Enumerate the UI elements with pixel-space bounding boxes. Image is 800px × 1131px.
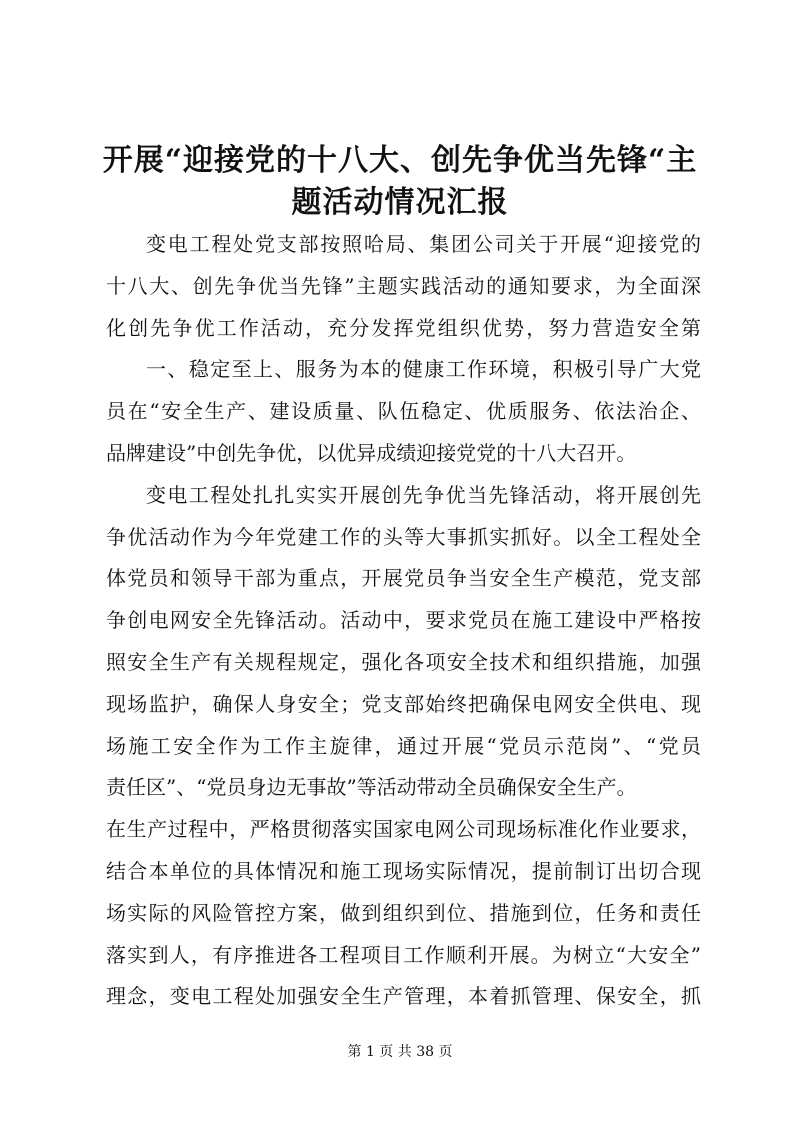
body-line: 一、稳定至上、服务为本的健康工作环境，积极引导广大党 (146, 357, 701, 382)
body-line: 变电工程处党支部按照哈局、集团公司关于开展“迎接党的 (146, 232, 701, 256)
body-line: 责任区”、“党员身边无事故”等活动带动全员确保安全生产。 (106, 775, 637, 800)
body-line: 理念，变电工程处加强安全生产管理，本着抓管理、保安全，抓 (106, 984, 701, 1009)
document-body (106, 224, 701, 1018)
document-title (100, 140, 700, 224)
body-line: 结合本单位的具体情况和施工现场实际情况，提前制订出切合现 (106, 858, 701, 883)
body-line: 品牌建设”中创先争优，以优异成绩迎接党党的十八大召开。 (106, 440, 637, 465)
title-line-2: 题活动情况汇报 (291, 185, 509, 220)
title-line-1: 开展“迎接党的十八大、创先争优当先锋“主 (102, 143, 698, 178)
body-line: 在生产过程中，严格贯彻落实国家电网公司现场标准化作业要求， (106, 817, 701, 842)
body-line: 照安全生产有关规程规定，强化各项安全技术和组织措施，加强 (106, 649, 701, 674)
body-line: 现场监护，确保人身安全；党支部始终把确保电网安全供电、现 (106, 691, 701, 716)
body-line: 十八大、创先争优当先锋”主题实践活动的通知要求，为全面深 (106, 273, 701, 298)
body-line: 争优活动作为今年党建工作的头等大事抓实抓好。以全工程处全 (106, 524, 701, 549)
body-line: 变电工程处扎扎实实开展创先争优当先锋活动，将开展创先 (146, 482, 701, 507)
body-line: 化创先争优工作活动，充分发挥党组织优势，努力营造安全第 (106, 315, 701, 340)
body-line: 场施工安全作为工作主旋律，通过开展“党员示范岗”、“党员 (106, 733, 701, 758)
body-line: 体党员和领导干部为重点，开展党员争当安全生产模范，党支部 (106, 566, 701, 591)
body-line: 争创电网安全先锋活动。活动中，要求党员在施工建设中严格按 (106, 608, 701, 633)
body-line: 员在“安全生产、建设质量、队伍稳定、优质服务、依法治企、 (106, 399, 701, 424)
page-number-footer: 第 1 页 共 38 页 (347, 1044, 453, 1060)
body-line: 落实到人，有序推进各工程项目工作顺利开展。为树立“大安全” (106, 942, 701, 967)
body-line: 场实际的风险管控方案，做到组织到位、措施到位，任务和责任 (106, 900, 701, 925)
